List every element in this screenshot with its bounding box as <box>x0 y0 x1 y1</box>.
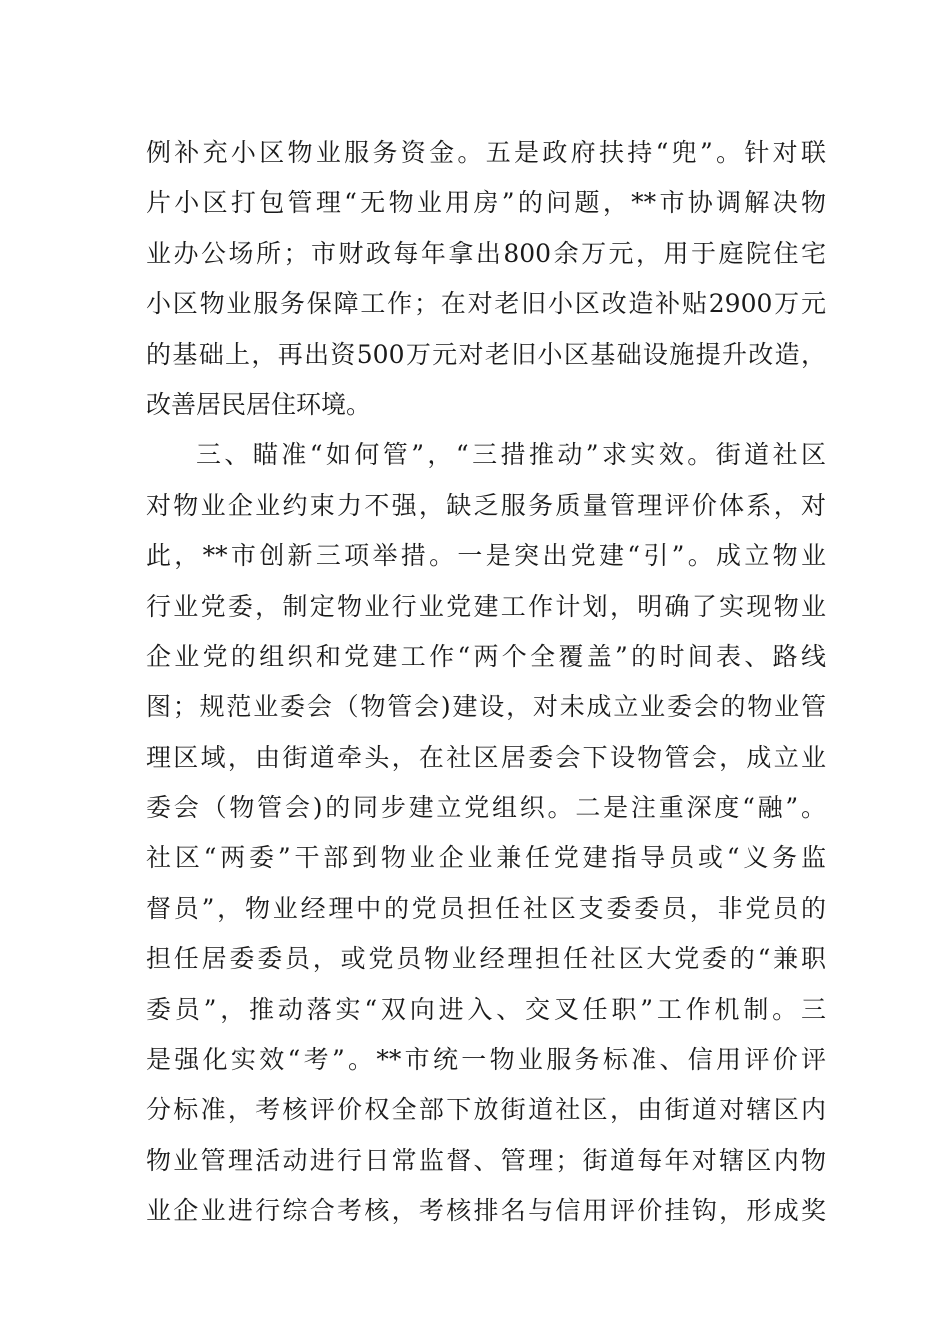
text-line: 小区物业服务保障工作；在对老旧小区改造补贴2900万元 <box>146 289 826 319</box>
text-line: 的基础上，再出资500万元对老旧小区基础设施提升改造， <box>146 339 826 369</box>
text-line: 片小区打包管理“无物业用房”的问题，**市协调解决物 <box>146 188 826 218</box>
text-line: 行业党委，制定物业行业党建工作计划，明确了实现物业 <box>146 591 826 621</box>
body-text <box>146 128 826 1237</box>
text-line: 担任居委委员，或党员物业经理担任社区大党委的“兼职 <box>146 944 826 974</box>
text-line: 图；规范业委会（物管会)建设，对未成立业委会的物业管 <box>146 692 826 722</box>
text-line: 此，**市创新三项举措。一是突出党建“引”。成立物业 <box>146 541 826 571</box>
paragraph-heading-line: 三、瞄准“如何管”，“三措推动”求实效。街道社区 <box>196 440 826 470</box>
text-line: 委员”，推动落实“双向进入、交叉任职”工作机制。三 <box>146 994 826 1024</box>
text-line: 对物业企业约束力不强，缺乏服务质量管理评价体系，对 <box>146 490 826 520</box>
text-line: 是强化实效“考”。**市统一物业服务标准、信用评价评 <box>146 1045 826 1075</box>
text-line: 理区域，由街道牵头，在社区居委会下设物管会，成立业 <box>146 742 826 772</box>
paragraph-end-line: 改善居民居住环境。 <box>146 389 372 419</box>
text-line: 业办公场所；市财政每年拿出800余万元，用于庭院住宅 <box>146 238 826 268</box>
text-line: 委会（物管会)的同步建立党组织。二是注重深度“融”。 <box>146 793 826 823</box>
text-line: 企业党的组织和党建工作“两个全覆盖”的时间表、路线 <box>146 641 826 671</box>
text-line: 例补充小区物业服务资金。五是政府扶持“兜”。针对联 <box>146 138 826 167</box>
text-line: 业企业进行综合考核，考核排名与信用评价挂钩，形成奖 <box>146 1196 826 1226</box>
text-line: 分标准，考核评价权全部下放街道社区，由街道对辖区内 <box>146 1095 826 1125</box>
text-line: 社区“两委”干部到物业企业兼任党建指导员或“义务监 <box>146 843 826 873</box>
text-line: 督员”，物业经理中的党员担任社区支委委员，非党员的 <box>146 893 826 923</box>
text-line: 物业管理活动进行日常监督、管理；街道每年对辖区内物 <box>146 1145 826 1175</box>
